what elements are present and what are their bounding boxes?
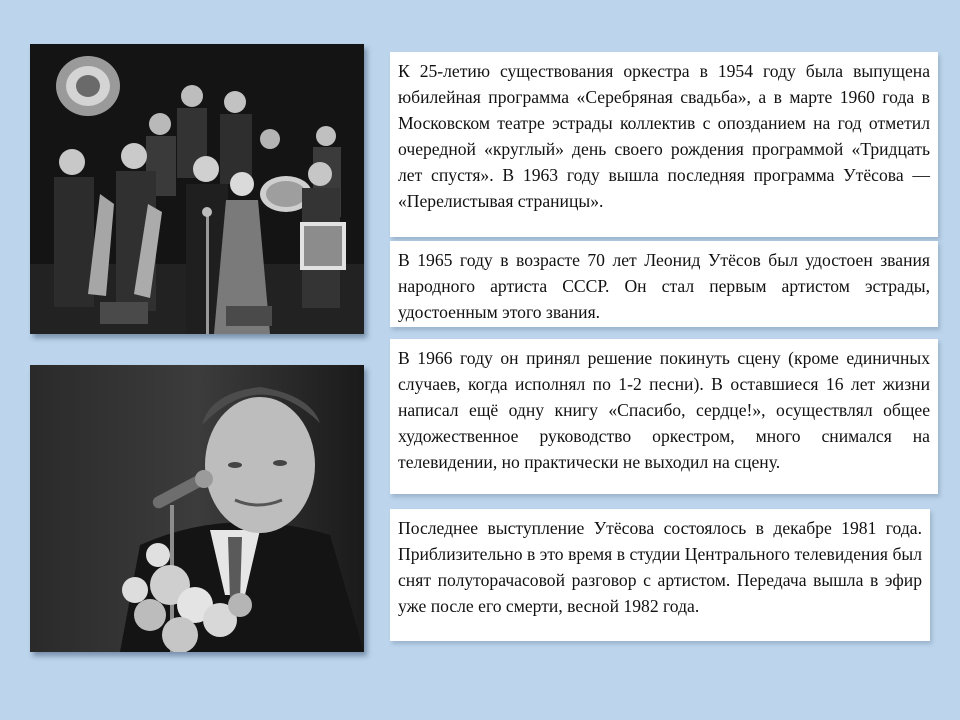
text-block-leaving-stage: В 1966 году он принял решение покинуть сцену (кроме единичных случаев, когда исполнял по 1-2 песни). В оставшиеся 16 лет жизни написал ещё одну книгу «Спасибо, сердце!», осуществлял общее художественное руководство оркестром, много снимался на телевидении, но практически не выходил на сцену.	[390, 339, 938, 494]
text-block-peoples-artist: В 1965 году в возрасте 70 лет Леонид Утёсов был удостоен звания народного артиста СССР. Он стал первым артистом эстрады, удостоенным этого звания.	[390, 241, 938, 327]
portrait-photo-image	[30, 365, 364, 652]
orchestra-photo	[30, 44, 364, 334]
text-block-orchestra-anniversary: К 25-летию существования оркестра в 1954 году была выпущена юбилейная программа «Серебряная свадьба», а в марте 1960 года в Московском театре эстрады коллектив с опозданием на год отметил очередной «круглый» день своего рождения программой «Тридцать лет спустя». В 1963 году вышла последняя программа Утёсова — «Перелистывая страницы».	[390, 52, 938, 237]
text-block-last-performance: Последнее выступление Утёсова состоялось в декабре 1981 года. Приблизительно в это время в студии Центрального телевидения был снят полуторачасовой разговор с артистом. Передача вышла в эфир уже после его смерти, весной 1982 года.	[390, 509, 930, 641]
orchestra-photo-image	[30, 44, 364, 334]
portrait-photo	[30, 365, 364, 652]
